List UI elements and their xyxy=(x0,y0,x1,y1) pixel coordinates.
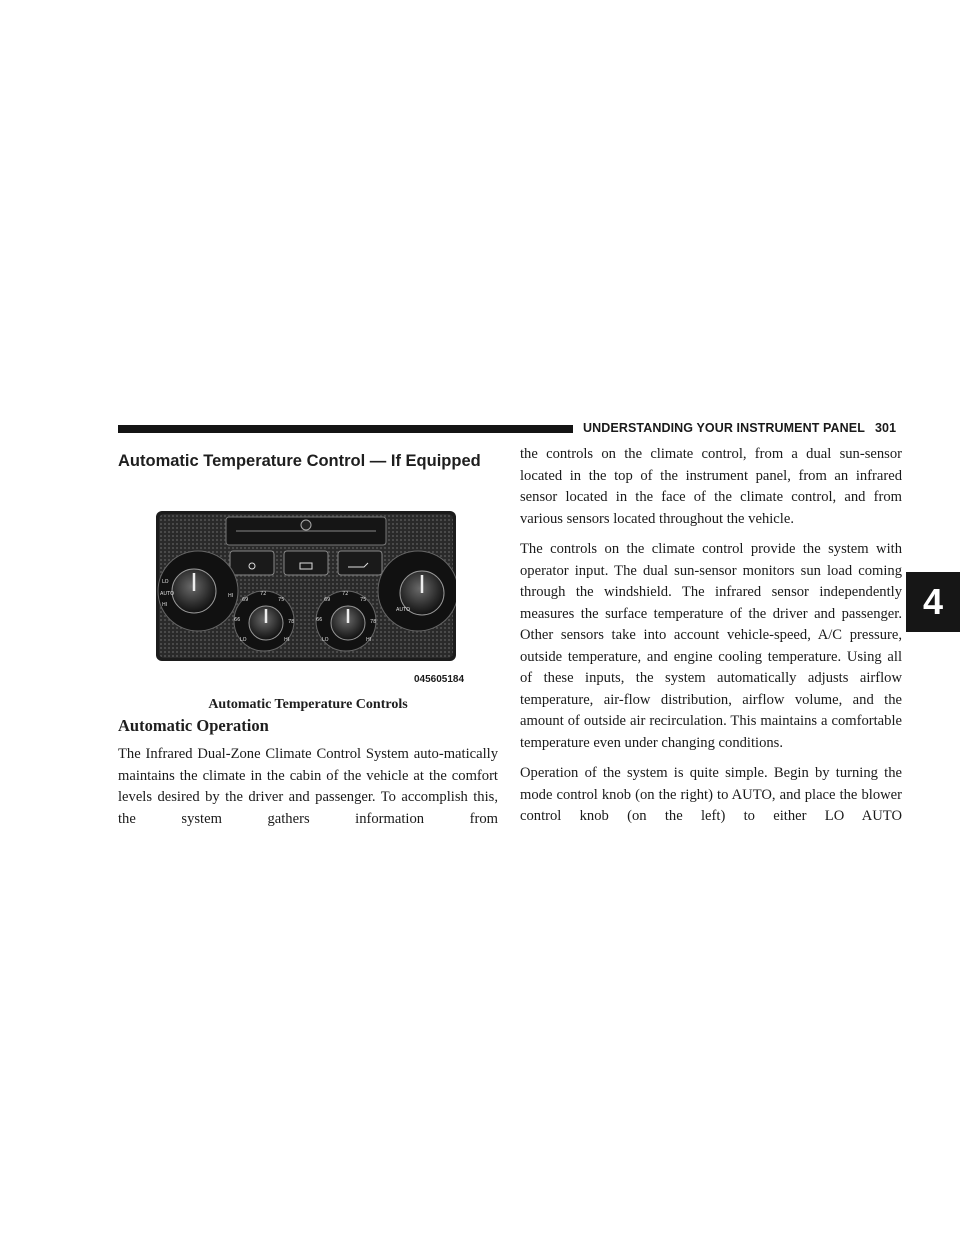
svg-text:HI: HI xyxy=(284,637,290,643)
svg-text:AUTO: AUTO xyxy=(160,591,175,597)
svg-text:HI: HI xyxy=(366,637,372,643)
running-header xyxy=(583,421,896,435)
chapter-tab: 4 xyxy=(906,572,960,632)
figure-id: 045605184 xyxy=(414,674,465,685)
svg-text:LO: LO xyxy=(322,637,329,643)
svg-text:72: 72 xyxy=(260,591,267,597)
svg-text:66: 66 xyxy=(234,617,241,623)
svg-text:78: 78 xyxy=(370,619,377,625)
svg-text:69: 69 xyxy=(324,597,331,603)
body-paragraph: Operation of the system is quite simple. Begin by turning the mode control knob (on the right) to AUTO, and place the blower control knob (on the left) to either LO AUTO xyxy=(520,765,902,824)
figure-caption: Automatic Temperature Controls xyxy=(208,697,408,712)
svg-text:HI: HI xyxy=(228,593,234,599)
svg-text:69: 69 xyxy=(242,597,249,603)
body-paragraph: The controls on the climate control provide the system with operator input. The dual sun-sensor monitors sun load coming through the windshield. The infrared sensor independently measures the surface temperature of the driver and passenger. Other sensors take into account vehicle-speed, A/C pressure, outside temperature, and engine cooling temperature. Using all of these inputs, the system automatically adjusts airflow temperature, air-flow distribution, airflow volume, and the amount of outside air recirculation. This maintains a comfortable temperature even under changing conditions. xyxy=(520,541,902,751)
svg-text:AUTO: AUTO xyxy=(396,607,411,613)
header-rule xyxy=(118,425,573,433)
running-title: UNDERSTANDING YOUR INSTRUMENT PANEL xyxy=(583,421,865,435)
page-number: 301 xyxy=(874,421,897,435)
climate-control-figure xyxy=(156,511,456,661)
subsection-title: Automatic Operation xyxy=(118,716,269,735)
svg-text:75: 75 xyxy=(278,597,285,603)
svg-text:LO: LO xyxy=(240,637,247,643)
svg-text:72: 72 xyxy=(342,591,349,597)
svg-text:LO: LO xyxy=(162,579,169,585)
svg-text:75: 75 xyxy=(360,597,367,603)
right-column xyxy=(520,444,902,828)
svg-text:HI: HI xyxy=(162,602,168,608)
svg-text:66: 66 xyxy=(316,617,323,623)
left-column xyxy=(118,744,498,830)
section-title: Automatic Temperature Control — If Equipped xyxy=(118,452,481,470)
body-paragraph: the controls on the climate control, from a dual sun-sensor located in the top of the instrument panel, from an infrared sensor located in the face of the climate control, and from various sensors located throughout the vehicle. xyxy=(520,446,902,527)
svg-text:78: 78 xyxy=(288,619,295,625)
body-paragraph: The Infrared Dual-Zone Climate Control System auto-matically maintains the climate in the cabin of the vehicle at the comfort levels desired by the driver and passenger. To accomplish this, the system gathers information from xyxy=(118,746,498,827)
